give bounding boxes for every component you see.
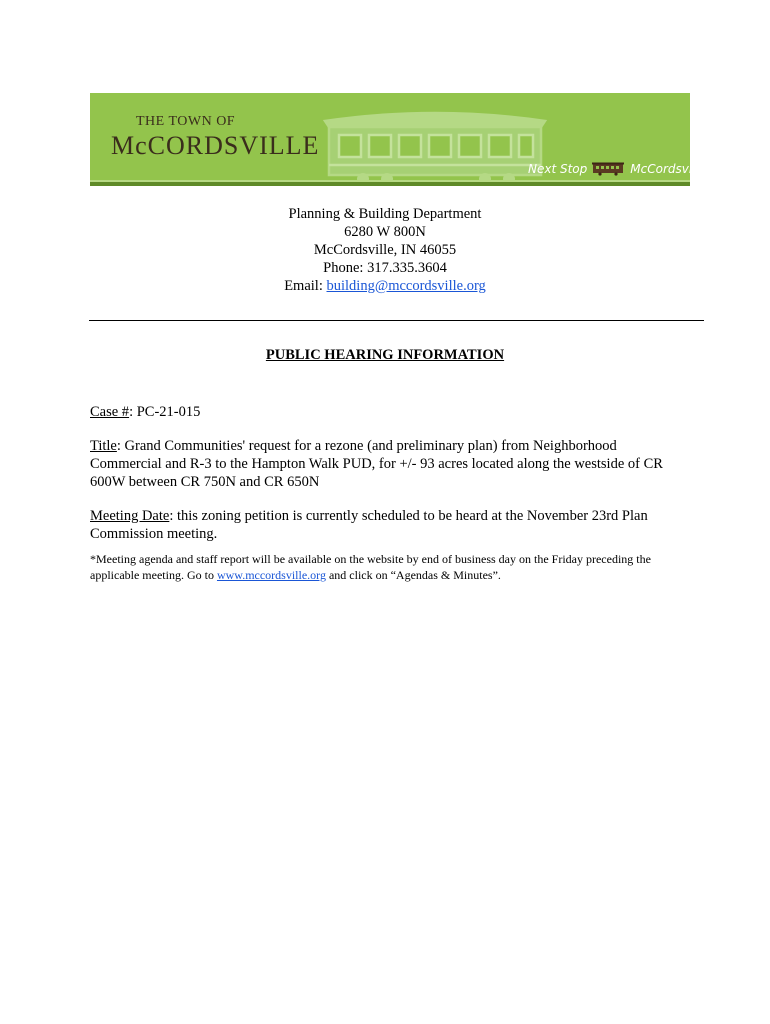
agenda-note [90,551,690,583]
town-banner [90,93,707,186]
case-label: Case # [90,404,130,420]
street-address: 6280 W 800N [344,224,426,240]
note-text-before: *Meeting agenda and staff report will be available on the website by end of business day on the Friday preceding the applicable meeting. Go to [90,552,651,582]
banner-bottom-strip [90,182,690,186]
tagline-left: Next Stop [528,162,588,176]
trolley-icon [315,107,555,185]
tagline-right: McCordsville [630,162,707,176]
banner-tagline [528,162,706,176]
meeting-label: Meeting Date [90,508,170,524]
website-link[interactable]: www.mccordsville.org [216,568,326,582]
email-label: Email: [284,278,327,294]
horizontal-divider [89,320,704,321]
case-value: : PC-21-015 [129,404,201,420]
title-value: : Grand Communities' request for a rezone (and preliminary plan) from Neighborhood Commercial and R-3 to the Hampton Walk PUD, for +/- 93 acres located along the westside of CR 600W between CR 750N and CR 650N [90,438,663,490]
town-name: McCORDSVILLE [111,131,320,160]
city-state-zip: McCordsville, IN 46055 [313,242,457,258]
hearing-details [90,403,690,583]
phone-number: Phone: 317.335.3604 [323,260,447,276]
email-link[interactable]: building@mccordsville.org [326,278,486,294]
email-line [0,277,770,295]
page-heading: PUBLIC HEARING INFORMATION [265,347,505,363]
mini-trolley-icon [592,162,624,176]
town-prefix: THE TOWN OF [136,114,236,129]
meeting-value: : this zoning petition is currently scheduled to be heard at the November 23rd Plan Commission meeting. [90,508,648,542]
address-block [0,205,770,295]
meeting-date [90,507,690,543]
note-text-after: and click on “Agendas & Minutes”. [325,568,501,582]
title-label: Title [90,438,117,454]
department-name: Planning & Building Department [288,206,482,222]
case-title [90,437,690,491]
case-number [90,403,690,421]
